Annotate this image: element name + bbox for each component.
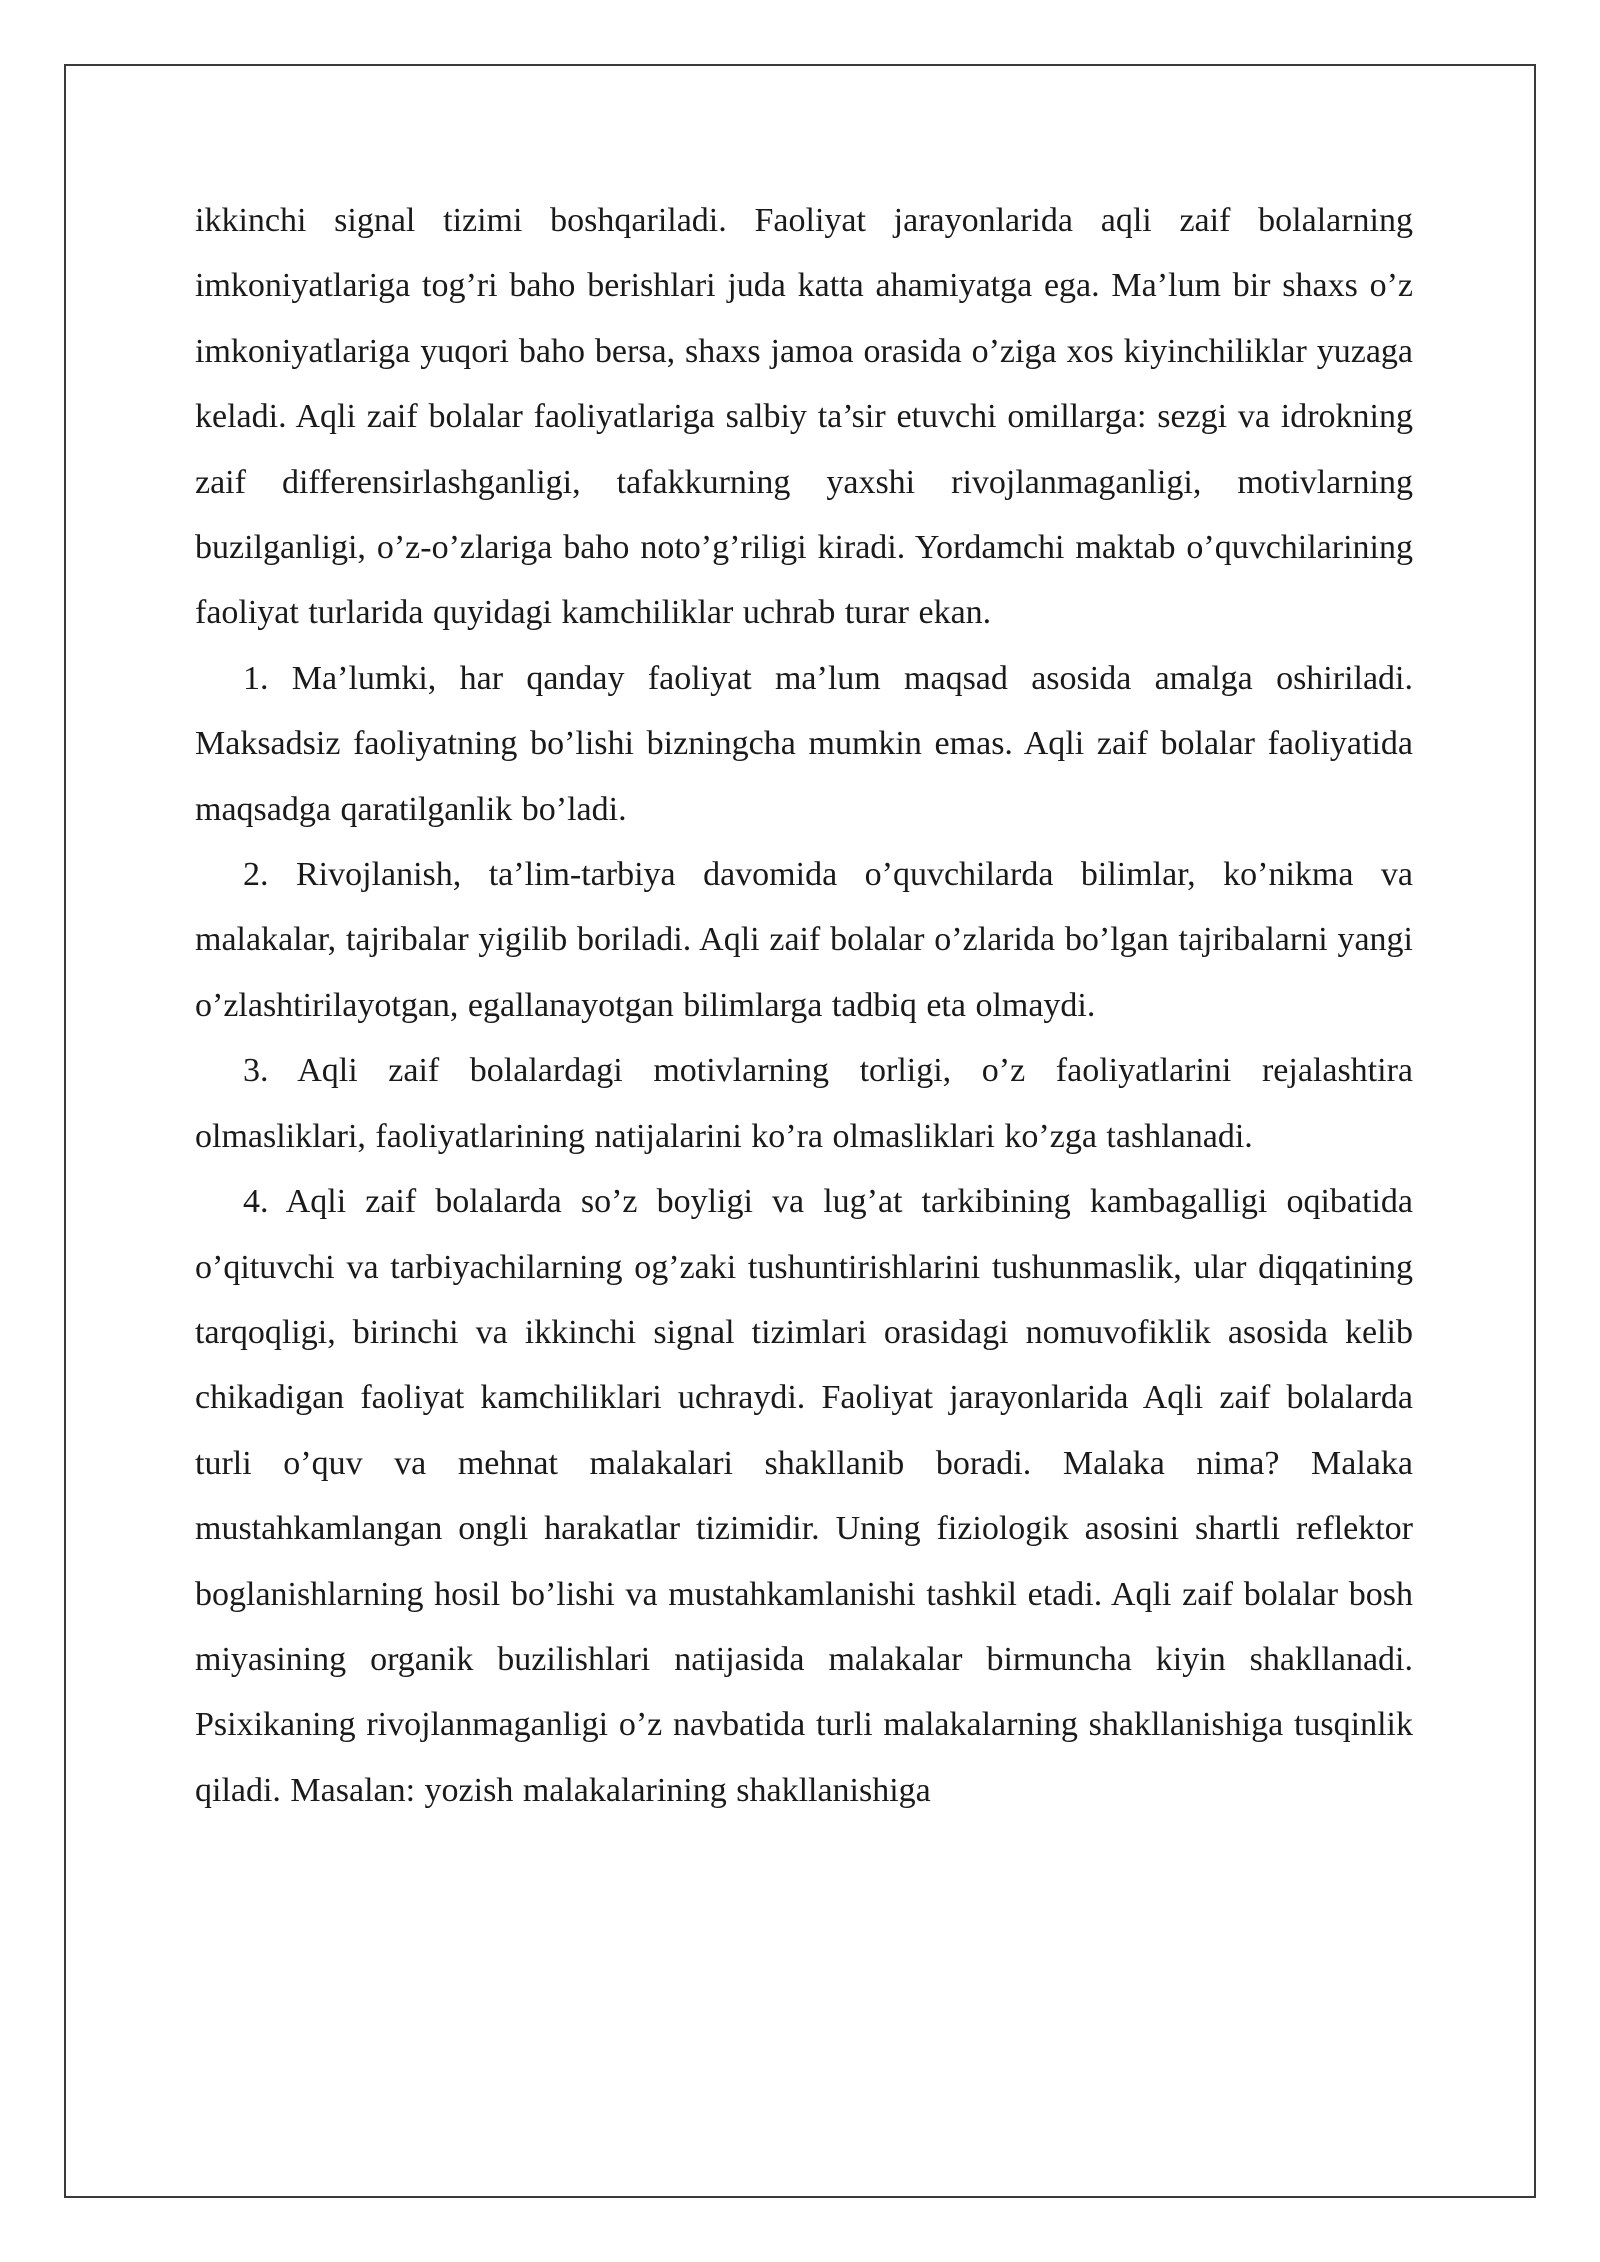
document-body [195, 188, 1413, 1823]
paragraph-item-4: 4. Aqli zaif bolalarda so’z boyligi va lug’at tarkibining kambagalligi oqibatida o’qituvchi va tarbiyachilarning og’zaki tushuntirishlarini tushunmaslik, ular diqqatining tarqoqligi, birinchi va ikkinchi signal tizimlari orasidagi nomuvofiklik asosida kelib chikadigan faoliyat kamchiliklari uchraydi. Faoliyat jarayonlarida Aqli zaif bolalarda turli o’quv va mehnat malakalari shakllanib boradi. Malaka nima? Malaka mustahkamlangan ongli harakatlar tizimidir. Uning fiziologik asosini shartli reflektor boglanishlarning hosil bo’lishi va mustahkamlanishi tashkil etadi. Aqli zaif bolalar bosh miyasining organik buzilishlari natijasida malakalar birmuncha kiyin shakllanadi. Psixikaning rivojlanmaganligi o’z navbatida turli malakalarning shakllanishiga tusqinlik qiladi. Masalan: yozish malakalarining shakllanishiga [195, 1183, 1413, 1809]
paragraph-item-2: 2. Rivojlanish, ta’lim-tarbiya davomida o’quvchilarda bilimlar, ko’nikma va malakalar, tajribalar yigilib boriladi. Aqli zaif bolalar o’zlarida bo’lgan tajribalarni yangi o’zlashtirilayotgan, egallanayotgan bilimlarga tadbiq eta olmaydi. [195, 856, 1413, 1024]
paragraph-item-3: 3. Aqli zaif bolalardagi motivlarning torligi, o’z faoliyatlarini rejalashtira olmasliklari, faoliyatlarining natijalarini ko’ra olmasliklari ko’zga tashlanadi. [195, 1052, 1413, 1155]
paragraph-intro: ikkinchi signal tizimi boshqariladi. Faoliyat jarayonlarida aqli zaif bolalarning imkoniyatlariga tog’ri baho berishlari juda katta ahamiyatga ega. Ma’lum bir shaxs o’z imkoniyatlariga yuqori baho bersa, shaxs jamoa orasida o’ziga xos kiyinchiliklar yuzaga keladi. Aqli zaif bolalar faoliyatlariga salbiy ta’sir etuvchi omillarga: sezgi va idrokning zaif differensirlashganligi, tafakkurning yaxshi rivojlanmaganligi, motivlarning buzilganligi, o’z-o’zlariga baho noto’g’riligi kiradi. Yordamchi maktab o’quvchilarining faoliyat turlarida quyidagi kamchiliklar uchrab turar ekan. [195, 202, 1413, 632]
paragraph-item-1: 1. Ma’lumki, har qanday faoliyat ma’lum maqsad asosida amalga oshiriladi. Maksadsiz faoliyatning bo’lishi bizningcha mumkin emas. Aqli zaif bolalar faoliyatida maqsadga qaratilganlik bo’ladi. [195, 659, 1413, 828]
